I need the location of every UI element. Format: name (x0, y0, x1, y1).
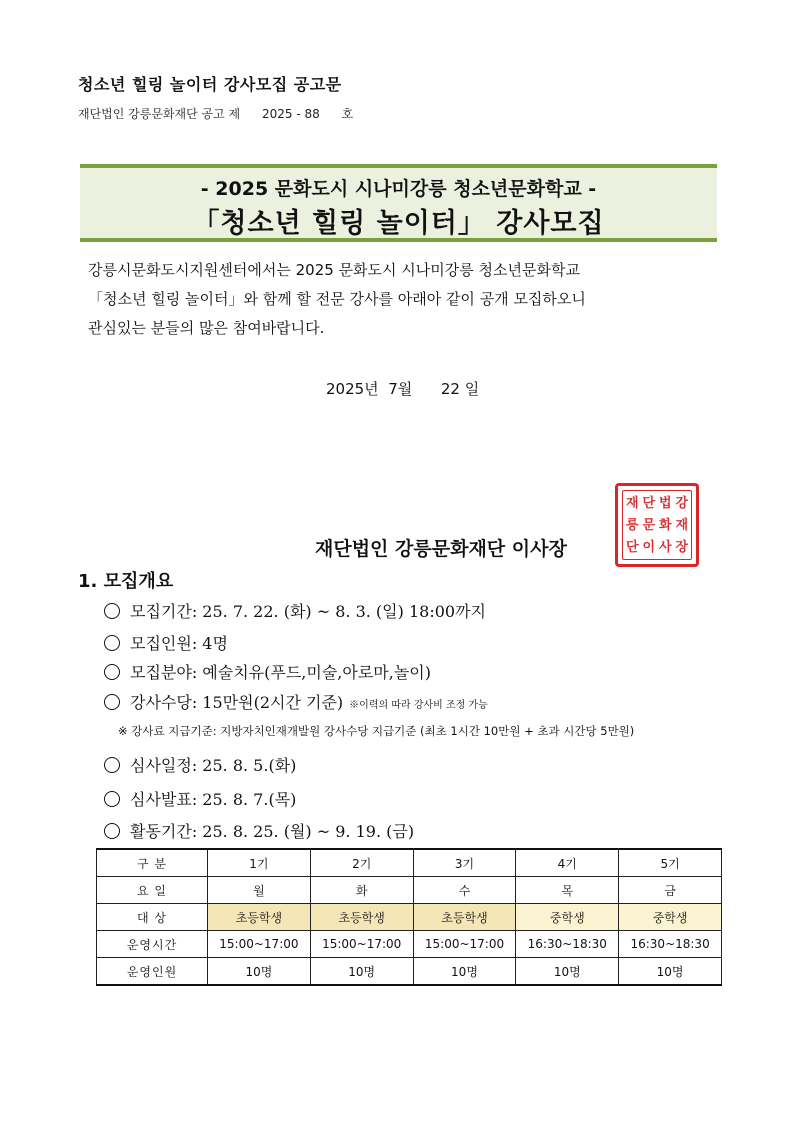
table-cell: 중학생 (619, 904, 722, 931)
table-cell: 금 (619, 877, 722, 904)
overview-item (104, 753, 296, 776)
table-cell: 15:00~17:00 (310, 931, 413, 958)
row-label: 운영시간 (97, 931, 208, 958)
schedule-table (96, 848, 722, 986)
overview-item (104, 631, 228, 654)
notice-number (78, 105, 371, 122)
circle-bullet-icon (104, 635, 120, 651)
table-header-cell: 5기 (619, 849, 722, 877)
notice-year: 2025 - 88 (261, 107, 320, 121)
seal-char: 재 (625, 495, 639, 511)
seal-char: 단 (642, 495, 656, 511)
circle-bullet-icon (104, 757, 120, 773)
seal-char: 문 (642, 517, 656, 533)
table-cell: 10명 (619, 958, 722, 986)
table-cell: 목 (516, 877, 619, 904)
overview-item-text: 모집분야: 예술치유(푸드,미술,아로마,놀이) (130, 663, 431, 682)
overview-item (104, 787, 296, 810)
notice-prefix: 재단법인 강릉문화재단 공고 제 (78, 107, 241, 121)
seal-char: 이 (642, 539, 656, 555)
table-cell: 10명 (516, 958, 619, 986)
circle-bullet-icon (104, 694, 120, 710)
table-header-cell: 4기 (516, 849, 619, 877)
seal-char: 법 (658, 495, 672, 511)
intro-line: 강릉시문화도시지원센터에서는 2025 문화도시 시나미강릉 청소년문화학교 (88, 261, 580, 279)
seal-char: 강 (675, 495, 689, 511)
overview-item-text: 심사일정: 25. 8. 5.(화) (130, 756, 297, 775)
table-header-cell: 3기 (413, 849, 516, 877)
overview-item (104, 819, 414, 842)
issue-date: 2025년 7월 22 일 (326, 380, 480, 398)
table-header-row (97, 849, 722, 877)
table-cell: 초등학생 (413, 904, 516, 931)
table-header-cell: 1기 (208, 849, 311, 877)
circle-bullet-icon (104, 664, 120, 680)
seal-characters (624, 492, 690, 558)
table-cell: 16:30~18:30 (619, 931, 722, 958)
overview-item-text: 강사수당: 15만원(2시간 기준) (130, 693, 344, 712)
table-row (97, 877, 722, 904)
overview-item-text: 활동기간: 25. 8. 25. (월) ~ 9. 19. (금) (130, 822, 415, 841)
table-cell: 초등학생 (310, 904, 413, 931)
banner-subtitle: - 2025 문화도시 시나미강릉 청소년문화학교 - (200, 178, 597, 200)
seal-char: 재 (675, 517, 689, 533)
seal-char: 화 (658, 517, 672, 533)
overview-item (104, 599, 486, 622)
intro-paragraph (88, 256, 728, 343)
seal-char: 장 (675, 539, 689, 555)
overview-item-text: 심사발표: 25. 8. 7.(목) (130, 790, 297, 809)
intro-line: 「청소년 힐링 놀이터」와 함께 할 전문 강사를 아래아 같이 공개 모집하오니 (88, 290, 586, 308)
notice-suffix: 호 (341, 107, 354, 121)
intro-line: 관심있는 분들의 많은 참여바랍니다. (88, 319, 325, 337)
official-seal (615, 483, 699, 567)
circle-bullet-icon (104, 823, 120, 839)
table-row (97, 904, 722, 931)
issuer-name: 재단법인 강릉문화재단 이사장 (315, 538, 567, 560)
table-row (97, 958, 722, 986)
table-cell: 월 (208, 877, 311, 904)
table-cell: 15:00~17:00 (208, 931, 311, 958)
row-label: 요 일 (97, 877, 208, 904)
table-cell: 화 (310, 877, 413, 904)
table-cell: 중학생 (516, 904, 619, 931)
overview-item (104, 690, 488, 713)
circle-bullet-icon (104, 791, 120, 807)
title-banner (80, 164, 717, 242)
table-cell: 수 (413, 877, 516, 904)
table-cell: 초등학생 (208, 904, 311, 931)
row-label: 운영인원 (97, 958, 208, 986)
fee-note: ※이력의 따라 강사비 조정 가능 (349, 700, 488, 711)
seal-char: 사 (658, 539, 672, 555)
table-row (97, 931, 722, 958)
section-heading: 1. 모집개요 (78, 571, 174, 592)
seal-char: 단 (625, 539, 639, 555)
overview-item-text: 모집인원: 4명 (130, 634, 228, 653)
fee-standard-note: ※ 강사료 지급기준: 지방자치인재개발원 강사수당 지급기준 (최초 1시간 10만원 + 초과 시간당 5만원) (118, 724, 635, 738)
table-cell: 10명 (310, 958, 413, 986)
table-cell: 16:30~18:30 (516, 931, 619, 958)
table-cell: 10명 (208, 958, 311, 986)
overview-item (104, 660, 431, 683)
table-header-cell: 2기 (310, 849, 413, 877)
table-cell: 10명 (413, 958, 516, 986)
table-header-cell: 구 분 (97, 849, 208, 877)
table-cell: 15:00~17:00 (413, 931, 516, 958)
seal-char: 릉 (625, 517, 639, 533)
document-title: 청소년 힐링 놀이터 강사모집 공고문 (78, 75, 342, 94)
circle-bullet-icon (104, 603, 120, 619)
banner-title: 「청소년 힐링 놀이터」 강사모집 (192, 208, 605, 239)
overview-item-text: 모집기간: 25. 7. 22. (화) ~ 8. 3. (일) 18:00까지 (130, 602, 486, 621)
row-label: 대 상 (97, 904, 208, 931)
